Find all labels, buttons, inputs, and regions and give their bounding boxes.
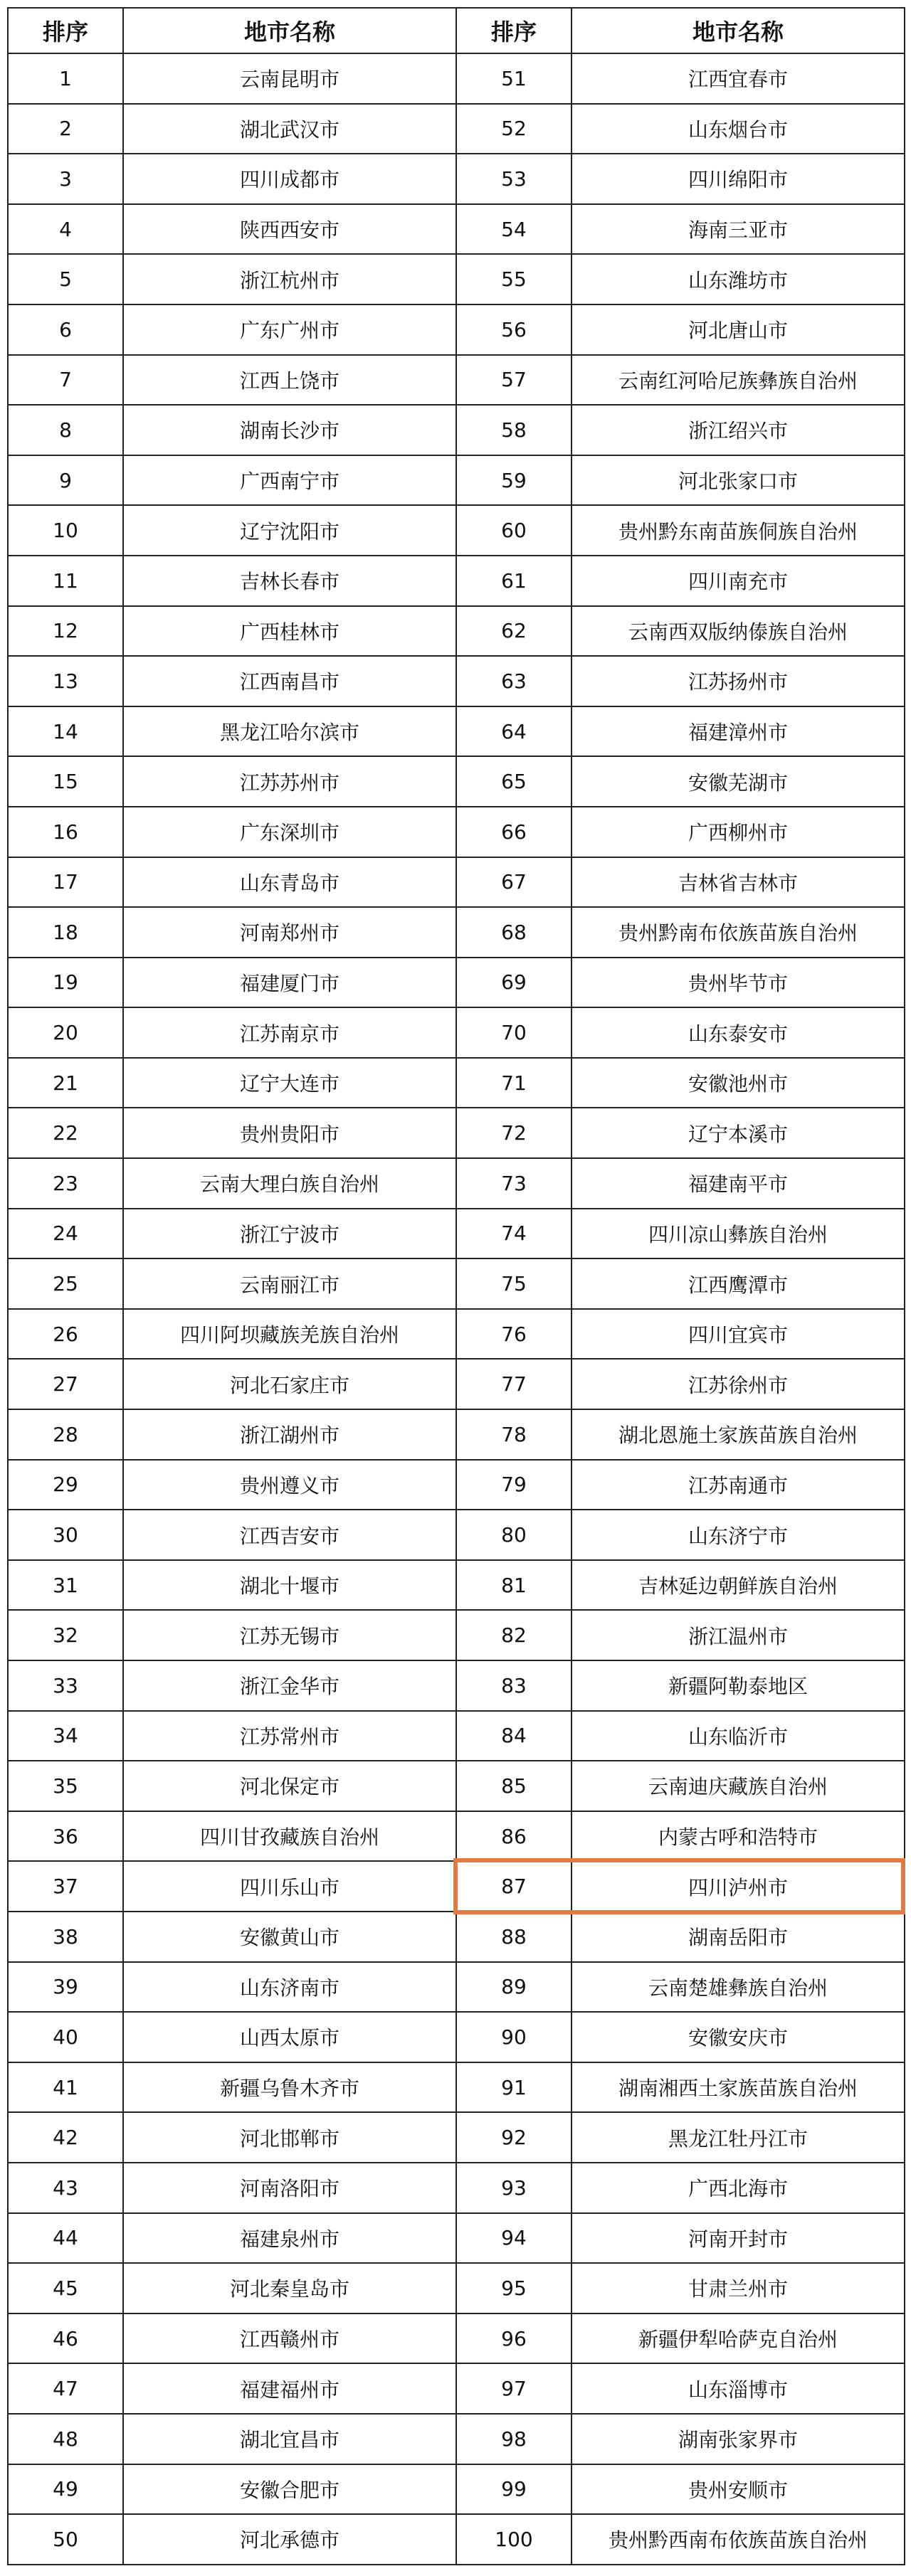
cell-rank-left: 4 xyxy=(8,204,123,255)
cell-city-left: 广西桂林市 xyxy=(123,606,456,657)
table-row xyxy=(8,1460,905,1510)
cell-city-left: 云南昆明市 xyxy=(123,53,456,104)
cell-city-right: 湖南张家界市 xyxy=(572,2414,905,2464)
cell-rank-left: 13 xyxy=(8,656,123,706)
cell-city-right: 福建南平市 xyxy=(572,1158,905,1209)
cell-city-right: 海南三亚市 xyxy=(572,204,905,255)
cell-rank-right: 55 xyxy=(456,254,572,304)
table-row xyxy=(8,1560,905,1611)
cell-city-right: 云南西双版纳傣族自治州 xyxy=(572,606,905,657)
table-row xyxy=(8,154,905,204)
table-row xyxy=(8,756,905,807)
cell-rank-left: 9 xyxy=(8,455,123,506)
cell-rank-left: 12 xyxy=(8,606,123,657)
cell-rank-left: 41 xyxy=(8,2062,123,2113)
cell-rank-left: 35 xyxy=(8,1761,123,1811)
cell-rank-right: 84 xyxy=(456,1711,572,1761)
cell-city-left: 江西吉安市 xyxy=(123,1510,456,1560)
cell-city-left: 湖北十堰市 xyxy=(123,1560,456,1611)
cell-rank-right: 83 xyxy=(456,1660,572,1711)
cell-rank-right: 59 xyxy=(456,455,572,506)
cell-city-right: 江西鹰潭市 xyxy=(572,1258,905,1309)
table-row xyxy=(8,556,905,606)
cell-rank-left: 42 xyxy=(8,2112,123,2163)
cell-city-left: 山西太原市 xyxy=(123,2012,456,2062)
cell-city-right: 江西宜春市 xyxy=(572,53,905,104)
cell-rank-right: 87 xyxy=(456,1861,572,1912)
cell-rank-left: 17 xyxy=(8,857,123,908)
cell-rank-right: 73 xyxy=(456,1158,572,1209)
cell-rank-left: 48 xyxy=(8,2414,123,2464)
cell-rank-right: 78 xyxy=(456,1409,572,1460)
cell-city-right: 广西柳州市 xyxy=(572,807,905,857)
cell-rank-left: 7 xyxy=(8,355,123,406)
cell-city-right: 山东济宁市 xyxy=(572,1510,905,1560)
cell-rank-left: 32 xyxy=(8,1610,123,1660)
table-row xyxy=(8,1108,905,1158)
cell-city-left: 广西南宁市 xyxy=(123,455,456,506)
cell-city-right: 山东临沂市 xyxy=(572,1711,905,1761)
cell-rank-left: 11 xyxy=(8,556,123,606)
table-row xyxy=(8,2313,905,2364)
table-row xyxy=(8,1058,905,1108)
cell-rank-left: 26 xyxy=(8,1309,123,1359)
cell-rank-left: 1 xyxy=(8,53,123,104)
cell-city-left: 贵州遵义市 xyxy=(123,1460,456,1510)
cell-rank-right: 61 xyxy=(456,556,572,606)
cell-city-right: 河北张家口市 xyxy=(572,455,905,506)
table-row xyxy=(8,505,905,556)
cell-rank-left: 15 xyxy=(8,756,123,807)
header-rank-right: 排序 xyxy=(456,8,572,53)
cell-rank-left: 31 xyxy=(8,1560,123,1611)
cell-city-left: 山东青岛市 xyxy=(123,857,456,908)
table-row xyxy=(8,656,905,706)
table-row xyxy=(8,1258,905,1309)
cell-rank-right: 100 xyxy=(456,2514,572,2565)
cell-city-right: 河南开封市 xyxy=(572,2213,905,2264)
cell-city-left: 浙江宁波市 xyxy=(123,1209,456,1259)
cell-city-right: 吉林省吉林市 xyxy=(572,857,905,908)
cell-rank-left: 29 xyxy=(8,1460,123,1510)
cell-rank-left: 44 xyxy=(8,2213,123,2264)
table-row xyxy=(8,355,905,406)
cell-city-left: 广东广州市 xyxy=(123,304,456,355)
table-row xyxy=(8,2112,905,2163)
cell-rank-left: 19 xyxy=(8,958,123,1008)
cell-rank-left: 37 xyxy=(8,1861,123,1912)
cell-rank-left: 10 xyxy=(8,505,123,556)
cell-rank-left: 3 xyxy=(8,154,123,204)
cell-city-left: 江苏常州市 xyxy=(123,1711,456,1761)
cell-city-right: 安徽芜湖市 xyxy=(572,756,905,807)
cell-rank-right: 91 xyxy=(456,2062,572,2113)
cell-city-left: 河北承德市 xyxy=(123,2514,456,2565)
table-row xyxy=(8,1309,905,1359)
cell-rank-left: 34 xyxy=(8,1711,123,1761)
cell-city-right: 云南楚雄彝族自治州 xyxy=(572,1962,905,2013)
cell-city-left: 江西上饶市 xyxy=(123,355,456,406)
cell-rank-right: 60 xyxy=(456,505,572,556)
cell-rank-right: 58 xyxy=(456,405,572,455)
table-row xyxy=(8,1510,905,1560)
table-row xyxy=(8,1610,905,1660)
cell-city-right: 安徽安庆市 xyxy=(572,2012,905,2062)
cell-city-right: 四川泸州市 xyxy=(572,1861,905,1912)
cell-rank-right: 53 xyxy=(456,154,572,204)
cell-rank-right: 72 xyxy=(456,1108,572,1158)
city-ranking-table xyxy=(7,7,905,2565)
cell-rank-right: 56 xyxy=(456,304,572,355)
cell-city-right: 湖南岳阳市 xyxy=(572,1912,905,1962)
cell-city-right: 云南红河哈尼族彝族自治州 xyxy=(572,355,905,406)
table-row xyxy=(8,2514,905,2565)
cell-city-right: 贵州黔西南布依族苗族自治州 xyxy=(572,2514,905,2565)
cell-city-right: 甘肃兰州市 xyxy=(572,2263,905,2313)
cell-city-left: 浙江湖州市 xyxy=(123,1409,456,1460)
table-row xyxy=(8,2012,905,2062)
cell-city-left: 辽宁沈阳市 xyxy=(123,505,456,556)
cell-rank-right: 75 xyxy=(456,1258,572,1309)
cell-city-left: 广东深圳市 xyxy=(123,807,456,857)
table-row xyxy=(8,2062,905,2113)
cell-rank-left: 49 xyxy=(8,2464,123,2515)
cell-city-left: 吉林长春市 xyxy=(123,556,456,606)
cell-city-left: 四川阿坝藏族羌族自治州 xyxy=(123,1309,456,1359)
cell-city-left: 安徽黄山市 xyxy=(123,1912,456,1962)
cell-rank-left: 18 xyxy=(8,907,123,958)
table-row xyxy=(8,807,905,857)
cell-city-right: 新疆伊犁哈萨克自治州 xyxy=(572,2313,905,2364)
cell-city-right: 四川宜宾市 xyxy=(572,1309,905,1359)
cell-rank-left: 43 xyxy=(8,2163,123,2213)
cell-city-right: 山东淄博市 xyxy=(572,2363,905,2414)
cell-rank-right: 62 xyxy=(456,606,572,657)
cell-city-left: 河南洛阳市 xyxy=(123,2163,456,2213)
cell-rank-right: 88 xyxy=(456,1912,572,1962)
cell-city-left: 辽宁大连市 xyxy=(123,1058,456,1108)
cell-city-left: 湖南长沙市 xyxy=(123,405,456,455)
cell-city-left: 陕西西安市 xyxy=(123,204,456,255)
cell-rank-right: 76 xyxy=(456,1309,572,1359)
cell-rank-left: 22 xyxy=(8,1108,123,1158)
table-row xyxy=(8,1007,905,1058)
cell-city-left: 山东济南市 xyxy=(123,1962,456,2013)
cell-rank-right: 65 xyxy=(456,756,572,807)
table-header-row xyxy=(8,8,905,53)
cell-city-left: 福建福州市 xyxy=(123,2363,456,2414)
cell-rank-left: 38 xyxy=(8,1912,123,1962)
cell-rank-right: 85 xyxy=(456,1761,572,1811)
cell-rank-right: 95 xyxy=(456,2263,572,2313)
cell-rank-right: 80 xyxy=(456,1510,572,1560)
cell-city-right: 安徽池州市 xyxy=(572,1058,905,1108)
table-row xyxy=(8,104,905,154)
cell-city-left: 河北石家庄市 xyxy=(123,1359,456,1409)
cell-rank-right: 98 xyxy=(456,2414,572,2464)
cell-rank-right: 63 xyxy=(456,656,572,706)
cell-rank-left: 16 xyxy=(8,807,123,857)
cell-city-left: 湖北武汉市 xyxy=(123,104,456,154)
cell-city-right: 辽宁本溪市 xyxy=(572,1108,905,1158)
header-rank-left: 排序 xyxy=(8,8,123,53)
cell-rank-right: 94 xyxy=(456,2213,572,2264)
table-row xyxy=(8,2363,905,2414)
cell-city-right: 云南迪庆藏族自治州 xyxy=(572,1761,905,1811)
cell-city-right: 吉林延边朝鲜族自治州 xyxy=(572,1560,905,1611)
table-row xyxy=(8,2464,905,2515)
header-city-right: 地市名称 xyxy=(572,8,905,53)
table-row xyxy=(8,1409,905,1460)
cell-city-left: 四川乐山市 xyxy=(123,1861,456,1912)
table-row xyxy=(8,254,905,304)
cell-rank-right: 86 xyxy=(456,1811,572,1862)
cell-city-right: 江苏扬州市 xyxy=(572,656,905,706)
cell-city-right: 四川南充市 xyxy=(572,556,905,606)
cell-city-right: 江苏南通市 xyxy=(572,1460,905,1510)
cell-rank-left: 27 xyxy=(8,1359,123,1409)
cell-rank-right: 52 xyxy=(456,104,572,154)
table-row xyxy=(8,304,905,355)
cell-city-right: 河北唐山市 xyxy=(572,304,905,355)
cell-city-right: 黑龙江牡丹江市 xyxy=(572,2112,905,2163)
cell-rank-left: 30 xyxy=(8,1510,123,1560)
cell-city-left: 江苏苏州市 xyxy=(123,756,456,807)
cell-city-right: 广西北海市 xyxy=(572,2163,905,2213)
table-row xyxy=(8,2263,905,2313)
cell-city-right: 山东泰安市 xyxy=(572,1007,905,1058)
table-row xyxy=(8,1209,905,1259)
cell-city-right: 山东烟台市 xyxy=(572,104,905,154)
cell-city-right: 新疆阿勒泰地区 xyxy=(572,1660,905,1711)
table-row xyxy=(8,2163,905,2213)
cell-rank-left: 40 xyxy=(8,2012,123,2062)
cell-city-right: 湖南湘西土家族苗族自治州 xyxy=(572,2062,905,2113)
cell-rank-left: 46 xyxy=(8,2313,123,2364)
cell-city-left: 贵州贵阳市 xyxy=(123,1108,456,1158)
cell-rank-right: 82 xyxy=(456,1610,572,1660)
table-row xyxy=(8,606,905,657)
cell-rank-right: 81 xyxy=(456,1560,572,1611)
cell-city-right: 四川凉山彝族自治州 xyxy=(572,1209,905,1259)
cell-city-left: 浙江杭州市 xyxy=(123,254,456,304)
cell-rank-left: 45 xyxy=(8,2263,123,2313)
table-row xyxy=(8,1711,905,1761)
cell-rank-right: 66 xyxy=(456,807,572,857)
cell-rank-left: 47 xyxy=(8,2363,123,2414)
cell-rank-right: 89 xyxy=(456,1962,572,2013)
table-row xyxy=(8,204,905,255)
cell-city-left: 福建厦门市 xyxy=(123,958,456,1008)
cell-rank-right: 99 xyxy=(456,2464,572,2515)
cell-rank-left: 25 xyxy=(8,1258,123,1309)
table-row xyxy=(8,455,905,506)
cell-rank-left: 23 xyxy=(8,1158,123,1209)
cell-city-left: 安徽合肥市 xyxy=(123,2464,456,2515)
table-row xyxy=(8,706,905,757)
cell-city-left: 云南大理白族自治州 xyxy=(123,1158,456,1209)
table-row xyxy=(8,958,905,1008)
cell-rank-right: 71 xyxy=(456,1058,572,1108)
cell-rank-right: 93 xyxy=(456,2163,572,2213)
cell-rank-left: 14 xyxy=(8,706,123,757)
table-row xyxy=(8,1912,905,1962)
cell-rank-left: 5 xyxy=(8,254,123,304)
table-row xyxy=(8,1811,905,1862)
cell-rank-right: 70 xyxy=(456,1007,572,1058)
table-row xyxy=(8,1761,905,1811)
cell-rank-right: 57 xyxy=(456,355,572,406)
cell-rank-right: 69 xyxy=(456,958,572,1008)
cell-city-left: 四川甘孜藏族自治州 xyxy=(123,1811,456,1862)
table-row xyxy=(8,1660,905,1711)
cell-city-left: 江西南昌市 xyxy=(123,656,456,706)
table-body xyxy=(8,53,905,2565)
cell-city-right: 贵州黔南布依族苗族自治州 xyxy=(572,907,905,958)
cell-rank-right: 96 xyxy=(456,2313,572,2364)
table-row xyxy=(8,907,905,958)
cell-city-left: 江苏南京市 xyxy=(123,1007,456,1058)
cell-city-right: 贵州毕节市 xyxy=(572,958,905,1008)
cell-city-right: 贵州黔东南苗族侗族自治州 xyxy=(572,505,905,556)
cell-rank-right: 79 xyxy=(456,1460,572,1510)
cell-rank-left: 20 xyxy=(8,1007,123,1058)
cell-city-left: 浙江金华市 xyxy=(123,1660,456,1711)
cell-rank-left: 33 xyxy=(8,1660,123,1711)
cell-city-right: 福建漳州市 xyxy=(572,706,905,757)
cell-rank-right: 68 xyxy=(456,907,572,958)
ranking-table-container xyxy=(7,7,904,2565)
cell-city-left: 河北邯郸市 xyxy=(123,2112,456,2163)
cell-rank-left: 50 xyxy=(8,2514,123,2565)
cell-city-right: 湖北恩施土家族苗族自治州 xyxy=(572,1409,905,1460)
cell-rank-left: 39 xyxy=(8,1962,123,2013)
cell-rank-left: 8 xyxy=(8,405,123,455)
header-city-left: 地市名称 xyxy=(123,8,456,53)
cell-city-left: 江苏无锡市 xyxy=(123,1610,456,1660)
cell-city-left: 江西赣州市 xyxy=(123,2313,456,2364)
cell-city-left: 河南郑州市 xyxy=(123,907,456,958)
cell-rank-right: 67 xyxy=(456,857,572,908)
cell-city-right: 四川绵阳市 xyxy=(572,154,905,204)
cell-city-left: 四川成都市 xyxy=(123,154,456,204)
cell-rank-left: 2 xyxy=(8,104,123,154)
table-row xyxy=(8,405,905,455)
table-row xyxy=(8,2213,905,2264)
table-row xyxy=(8,1861,905,1912)
cell-rank-left: 6 xyxy=(8,304,123,355)
cell-rank-right: 51 xyxy=(456,53,572,104)
cell-rank-right: 90 xyxy=(456,2012,572,2062)
cell-city-right: 山东潍坊市 xyxy=(572,254,905,304)
table-row xyxy=(8,1158,905,1209)
cell-rank-right: 97 xyxy=(456,2363,572,2414)
cell-city-right: 内蒙古呼和浩特市 xyxy=(572,1811,905,1862)
cell-city-left: 云南丽江市 xyxy=(123,1258,456,1309)
table-row xyxy=(8,857,905,908)
cell-city-right: 浙江温州市 xyxy=(572,1610,905,1660)
table-row xyxy=(8,53,905,104)
cell-rank-left: 21 xyxy=(8,1058,123,1108)
cell-city-left: 河北秦皇岛市 xyxy=(123,2263,456,2313)
cell-rank-right: 77 xyxy=(456,1359,572,1409)
cell-rank-left: 36 xyxy=(8,1811,123,1862)
cell-rank-left: 28 xyxy=(8,1409,123,1460)
cell-city-right: 贵州安顺市 xyxy=(572,2464,905,2515)
cell-city-left: 河北保定市 xyxy=(123,1761,456,1811)
cell-city-right: 浙江绍兴市 xyxy=(572,405,905,455)
cell-city-left: 湖北宜昌市 xyxy=(123,2414,456,2464)
cell-rank-right: 74 xyxy=(456,1209,572,1259)
cell-rank-right: 92 xyxy=(456,2112,572,2163)
table-row xyxy=(8,1962,905,2013)
table-row xyxy=(8,2414,905,2464)
cell-city-left: 黑龙江哈尔滨市 xyxy=(123,706,456,757)
cell-rank-left: 24 xyxy=(8,1209,123,1259)
table-row xyxy=(8,1359,905,1409)
cell-city-right: 江苏徐州市 xyxy=(572,1359,905,1409)
cell-rank-right: 54 xyxy=(456,204,572,255)
cell-city-left: 新疆乌鲁木齐市 xyxy=(123,2062,456,2113)
cell-city-left: 福建泉州市 xyxy=(123,2213,456,2264)
cell-rank-right: 64 xyxy=(456,706,572,757)
